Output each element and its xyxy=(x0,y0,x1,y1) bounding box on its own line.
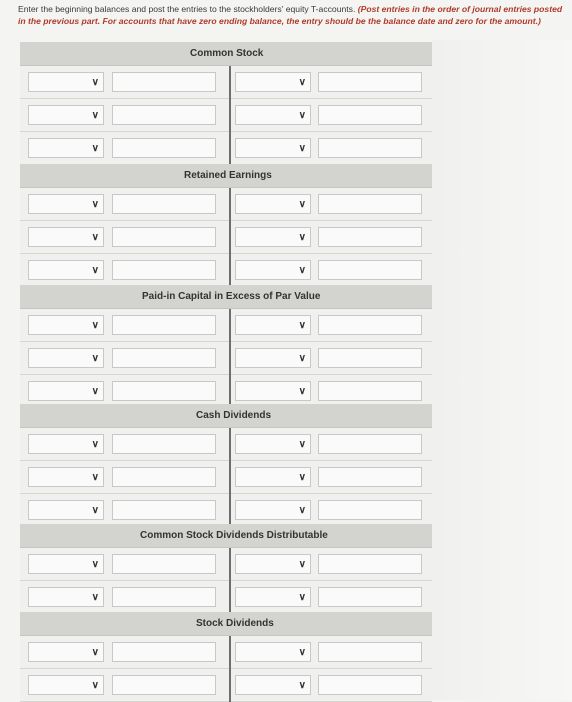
chevron-down-icon: ∨ xyxy=(91,471,99,483)
chevron-down-icon: ∨ xyxy=(91,679,99,691)
debit-amount-input[interactable] xyxy=(112,554,216,574)
debit-amount-input[interactable] xyxy=(112,260,216,280)
credit-date-select[interactable] xyxy=(235,500,311,520)
chevron-down-icon: ∨ xyxy=(91,231,99,243)
t-account-body xyxy=(20,548,432,614)
debit-date-select[interactable] xyxy=(28,315,104,335)
debit-date-select[interactable] xyxy=(28,260,104,280)
chevron-down-icon: ∨ xyxy=(298,558,306,570)
credit-amount-input[interactable] xyxy=(318,260,422,280)
t-account xyxy=(20,164,432,287)
debit-date-select[interactable] xyxy=(28,348,104,368)
chevron-down-icon: ∨ xyxy=(298,319,306,331)
t-account-row xyxy=(20,99,432,132)
debit-amount-input[interactable] xyxy=(112,675,216,695)
t-account xyxy=(20,612,432,702)
debit-amount-input[interactable] xyxy=(112,138,216,158)
chevron-down-icon: ∨ xyxy=(298,231,306,243)
credit-date-select[interactable] xyxy=(235,381,311,401)
debit-amount-input[interactable] xyxy=(112,72,216,92)
credit-amount-input[interactable] xyxy=(318,467,422,487)
chevron-down-icon: ∨ xyxy=(298,438,306,450)
chevron-down-icon: ∨ xyxy=(91,438,99,450)
credit-amount-input[interactable] xyxy=(318,642,422,662)
chevron-down-icon: ∨ xyxy=(91,109,99,121)
debit-amount-input[interactable] xyxy=(112,467,216,487)
debit-date-select[interactable] xyxy=(28,434,104,454)
chevron-down-icon: ∨ xyxy=(298,385,306,397)
chevron-down-icon: ∨ xyxy=(298,352,306,364)
debit-amount-input[interactable] xyxy=(112,105,216,125)
t-account-row xyxy=(20,461,432,494)
chevron-down-icon: ∨ xyxy=(298,471,306,483)
debit-date-select[interactable] xyxy=(28,194,104,214)
debit-amount-input[interactable] xyxy=(112,194,216,214)
page-margin xyxy=(432,40,572,700)
t-account-header xyxy=(20,524,432,548)
chevron-down-icon: ∨ xyxy=(91,385,99,397)
credit-date-select[interactable] xyxy=(235,554,311,574)
credit-amount-input[interactable] xyxy=(318,434,422,454)
credit-amount-input[interactable] xyxy=(318,227,422,247)
credit-date-select[interactable] xyxy=(235,138,311,158)
chevron-down-icon: ∨ xyxy=(91,558,99,570)
credit-amount-input[interactable] xyxy=(318,348,422,368)
chevron-down-icon: ∨ xyxy=(91,352,99,364)
credit-date-select[interactable] xyxy=(235,194,311,214)
chevron-down-icon: ∨ xyxy=(91,142,99,154)
t-account-body xyxy=(20,309,432,408)
t-account-body xyxy=(20,66,432,165)
chevron-down-icon: ∨ xyxy=(298,198,306,210)
chevron-down-icon: ∨ xyxy=(298,679,306,691)
t-account-header xyxy=(20,164,432,188)
credit-date-select[interactable] xyxy=(235,260,311,280)
chevron-down-icon: ∨ xyxy=(91,504,99,516)
t-account xyxy=(20,285,432,408)
t-account-row xyxy=(20,309,432,342)
chevron-down-icon: ∨ xyxy=(91,319,99,331)
debit-amount-input[interactable] xyxy=(112,348,216,368)
t-account-title: Stock Dividends xyxy=(196,618,274,629)
t-account-row xyxy=(20,428,432,461)
chevron-down-icon: ∨ xyxy=(298,109,306,121)
t-account xyxy=(20,42,432,165)
t-account-row xyxy=(20,132,432,165)
debit-date-select[interactable] xyxy=(28,227,104,247)
credit-amount-input[interactable] xyxy=(318,105,422,125)
credit-amount-input[interactable] xyxy=(318,138,422,158)
debit-date-select[interactable] xyxy=(28,587,104,607)
chevron-down-icon: ∨ xyxy=(298,646,306,658)
instructions-note: (Post entries in the order of journal entries posted in the previous part. For accounts that have zero ending balance, the entry should be the balance date and zero for the amount.) xyxy=(18,4,563,26)
t-account-row xyxy=(20,494,432,527)
debit-date-select[interactable] xyxy=(28,138,104,158)
credit-date-select[interactable] xyxy=(235,587,311,607)
chevron-down-icon: ∨ xyxy=(91,264,99,276)
debit-amount-input[interactable] xyxy=(112,642,216,662)
debit-amount-input[interactable] xyxy=(112,587,216,607)
t-account-title: Common Stock xyxy=(190,48,264,59)
credit-amount-input[interactable] xyxy=(318,315,422,335)
credit-amount-input[interactable] xyxy=(318,500,422,520)
t-account-row xyxy=(20,254,432,287)
debit-amount-input[interactable] xyxy=(112,381,216,401)
t-account-row xyxy=(20,581,432,614)
credit-amount-input[interactable] xyxy=(318,675,422,695)
debit-date-select[interactable] xyxy=(28,467,104,487)
t-account-row xyxy=(20,548,432,581)
debit-date-select[interactable] xyxy=(28,500,104,520)
t-account-body xyxy=(20,428,432,527)
debit-amount-input[interactable] xyxy=(112,315,216,335)
t-account-title: Cash Dividends xyxy=(196,410,272,421)
t-account-row xyxy=(20,66,432,99)
credit-date-select[interactable] xyxy=(235,434,311,454)
debit-date-select[interactable] xyxy=(28,554,104,574)
t-account-row xyxy=(20,636,432,669)
t-account-row xyxy=(20,669,432,702)
debit-date-select[interactable] xyxy=(28,642,104,662)
t-account xyxy=(20,404,432,527)
debit-date-select[interactable] xyxy=(28,72,104,92)
t-account-body xyxy=(20,636,432,702)
credit-date-select[interactable] xyxy=(235,315,311,335)
credit-date-select[interactable] xyxy=(235,348,311,368)
chevron-down-icon: ∨ xyxy=(298,142,306,154)
credit-amount-input[interactable] xyxy=(318,554,422,574)
chevron-down-icon: ∨ xyxy=(298,264,306,276)
credit-amount-input[interactable] xyxy=(318,587,422,607)
credit-date-select[interactable] xyxy=(235,105,311,125)
debit-amount-input[interactable] xyxy=(112,227,216,247)
t-account-title: Common Stock Dividends Distributable xyxy=(140,530,328,541)
debit-amount-input[interactable] xyxy=(112,434,216,454)
t-account xyxy=(20,524,432,614)
t-account-row xyxy=(20,221,432,254)
credit-date-select[interactable] xyxy=(235,642,311,662)
debit-date-select[interactable] xyxy=(28,381,104,401)
t-account-header xyxy=(20,612,432,636)
credit-amount-input[interactable] xyxy=(318,72,422,92)
chevron-down-icon: ∨ xyxy=(298,76,306,88)
debit-amount-input[interactable] xyxy=(112,500,216,520)
chevron-down-icon: ∨ xyxy=(91,198,99,210)
t-account-title: Paid-in Capital in Excess of Par Value xyxy=(142,291,321,302)
chevron-down-icon: ∨ xyxy=(298,504,306,516)
credit-date-select[interactable] xyxy=(235,72,311,92)
credit-date-select[interactable] xyxy=(235,467,311,487)
credit-date-select[interactable] xyxy=(235,227,311,247)
debit-date-select[interactable] xyxy=(28,105,104,125)
chevron-down-icon: ∨ xyxy=(91,76,99,88)
credit-date-select[interactable] xyxy=(235,675,311,695)
instructions xyxy=(18,3,563,27)
t-account-title: Retained Earnings xyxy=(184,170,272,181)
debit-date-select[interactable] xyxy=(28,675,104,695)
chevron-down-icon: ∨ xyxy=(91,591,99,603)
t-account-header xyxy=(20,285,432,309)
credit-amount-input[interactable] xyxy=(318,194,422,214)
t-account-row xyxy=(20,342,432,375)
t-account-body xyxy=(20,188,432,287)
instructions-text: Enter the beginning balances and post the entries to the stockholders' equity T-accounts. xyxy=(18,4,356,14)
t-account-header xyxy=(20,42,432,66)
t-account-header xyxy=(20,404,432,428)
chevron-down-icon: ∨ xyxy=(298,591,306,603)
chevron-down-icon: ∨ xyxy=(91,646,99,658)
t-account-row xyxy=(20,188,432,221)
credit-amount-input[interactable] xyxy=(318,381,422,401)
